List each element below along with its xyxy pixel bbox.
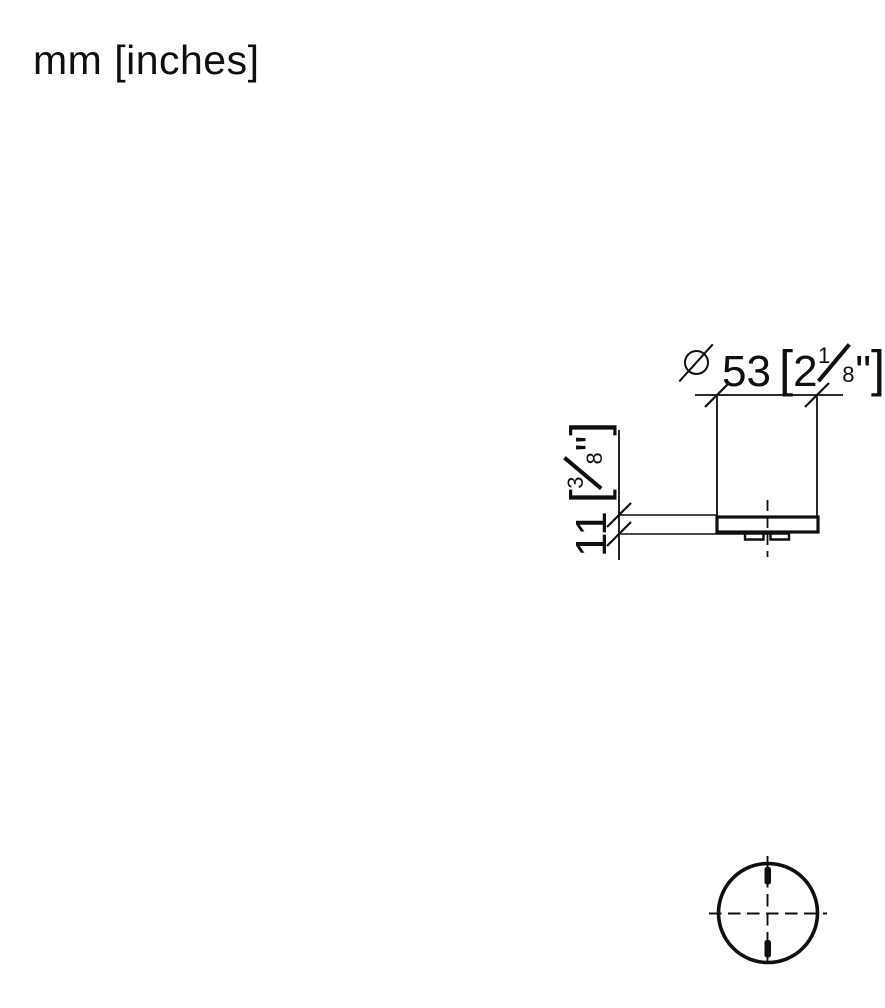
- bracket-open: [: [560, 489, 617, 504]
- bracket-open: [: [779, 340, 794, 397]
- units-note: mm [inches]: [33, 37, 260, 83]
- inch-fraction: [818, 343, 855, 388]
- fraction-numerator: 3: [563, 476, 589, 489]
- diameter-inch-whole: 2: [793, 347, 818, 396]
- diameter-dimension-label: [684, 340, 885, 397]
- height-mm-value: 11: [567, 511, 616, 557]
- diameter-symbol-icon: [684, 350, 709, 375]
- height-dimension-label: [560, 421, 617, 557]
- inch-fraction: [563, 452, 608, 489]
- fraction-numerator: 1: [818, 343, 831, 369]
- bracket-close: ]: [871, 340, 885, 397]
- diameter-dimension: [695, 383, 843, 516]
- fraction-denominator: 8: [582, 452, 608, 465]
- side-view: [717, 500, 818, 557]
- bracket-close: ]: [560, 421, 617, 436]
- inch-mark: ": [567, 435, 616, 452]
- inch-mark: ": [855, 347, 872, 396]
- fraction-denominator: 8: [842, 362, 855, 388]
- bottom-view: [709, 856, 827, 969]
- diameter-mm-value: 53: [722, 347, 771, 396]
- slot-bottom: [765, 940, 772, 958]
- slot-top: [765, 867, 772, 885]
